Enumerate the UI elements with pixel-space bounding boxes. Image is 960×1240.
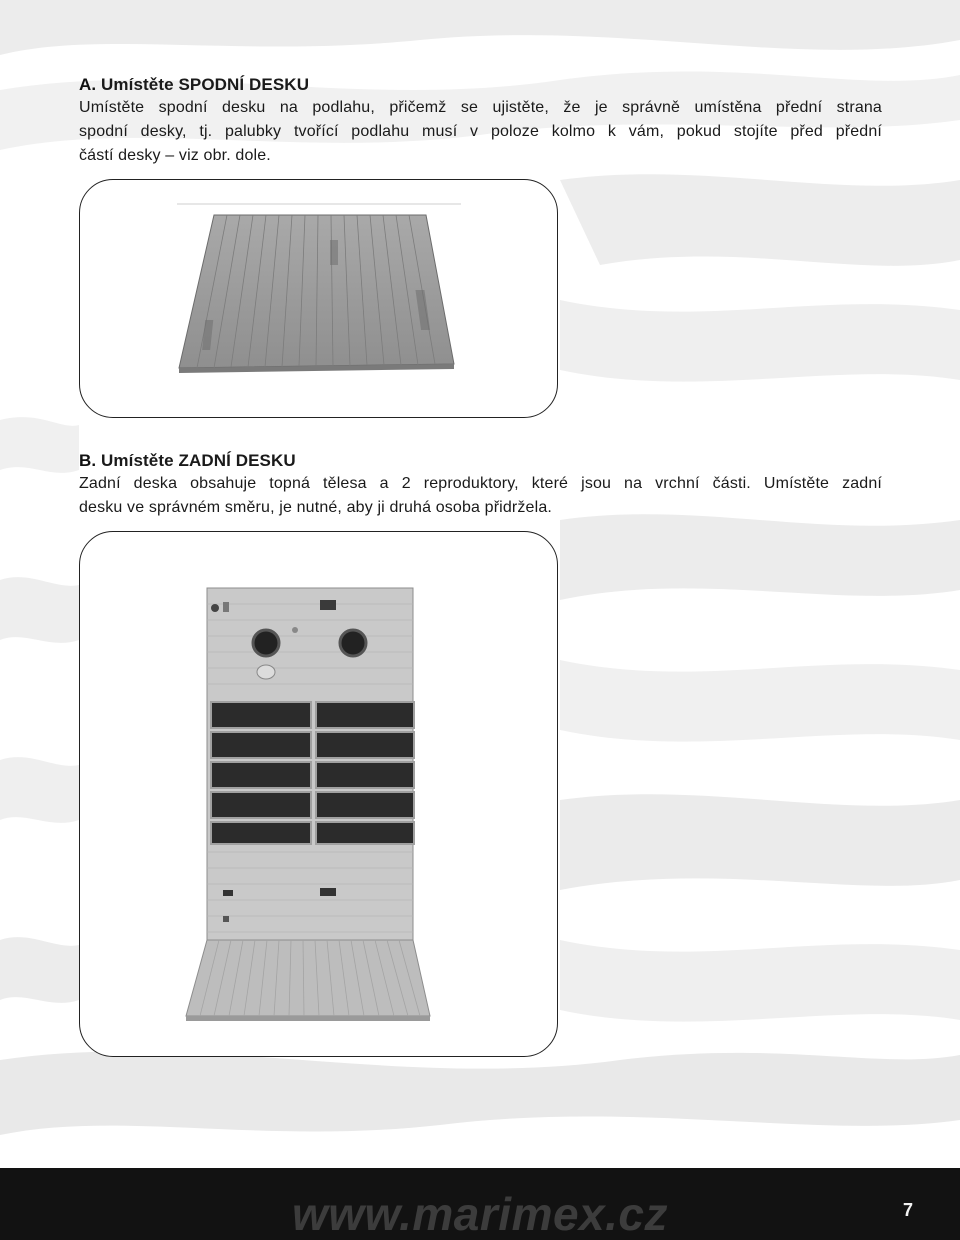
section-a	[79, 74, 882, 168]
back-panel-photo	[80, 532, 557, 1056]
section-b	[79, 450, 882, 520]
section-b-line: desku ve správném směru, je nutné, aby ji druhá osoba přidržela.	[79, 499, 552, 516]
floor-panel-figure-frame	[79, 179, 558, 418]
section-b-heading	[79, 450, 882, 472]
section-b-letter: B.	[79, 451, 97, 470]
back-panel-figure-frame	[79, 531, 558, 1057]
section-a-title: Umístěte SPODNÍ DESKU	[101, 75, 310, 94]
section-a-line: Umístěte spodní desku na podlahu, přičemž se ujistěte, že je správně umístěna přední strana	[79, 99, 882, 116]
website-url[interactable]: www.marimex.cz	[291, 1188, 668, 1240]
section-a-line: částí desky – viz obr. dole.	[79, 147, 271, 164]
section-a-paragraph	[79, 96, 882, 168]
page-number: 7	[903, 1200, 914, 1220]
section-b-line: Zadní deska obsahuje topná tělesa a 2 reproduktory, které jsou na vrchní části. Umístěte zadní	[79, 475, 882, 492]
floor-panel-photo	[80, 180, 557, 417]
section-b-title: Umístěte ZADNÍ DESKU	[101, 451, 296, 470]
section-a-heading	[79, 74, 882, 96]
section-a-line: spodní desky, tj. palubky tvořící podlahu musí v poloze kolmo k vám, pokud stojíte před přední	[79, 123, 882, 140]
section-b-paragraph	[79, 472, 882, 520]
page-footer	[0, 1168, 960, 1240]
section-a-letter: A.	[79, 75, 97, 94]
